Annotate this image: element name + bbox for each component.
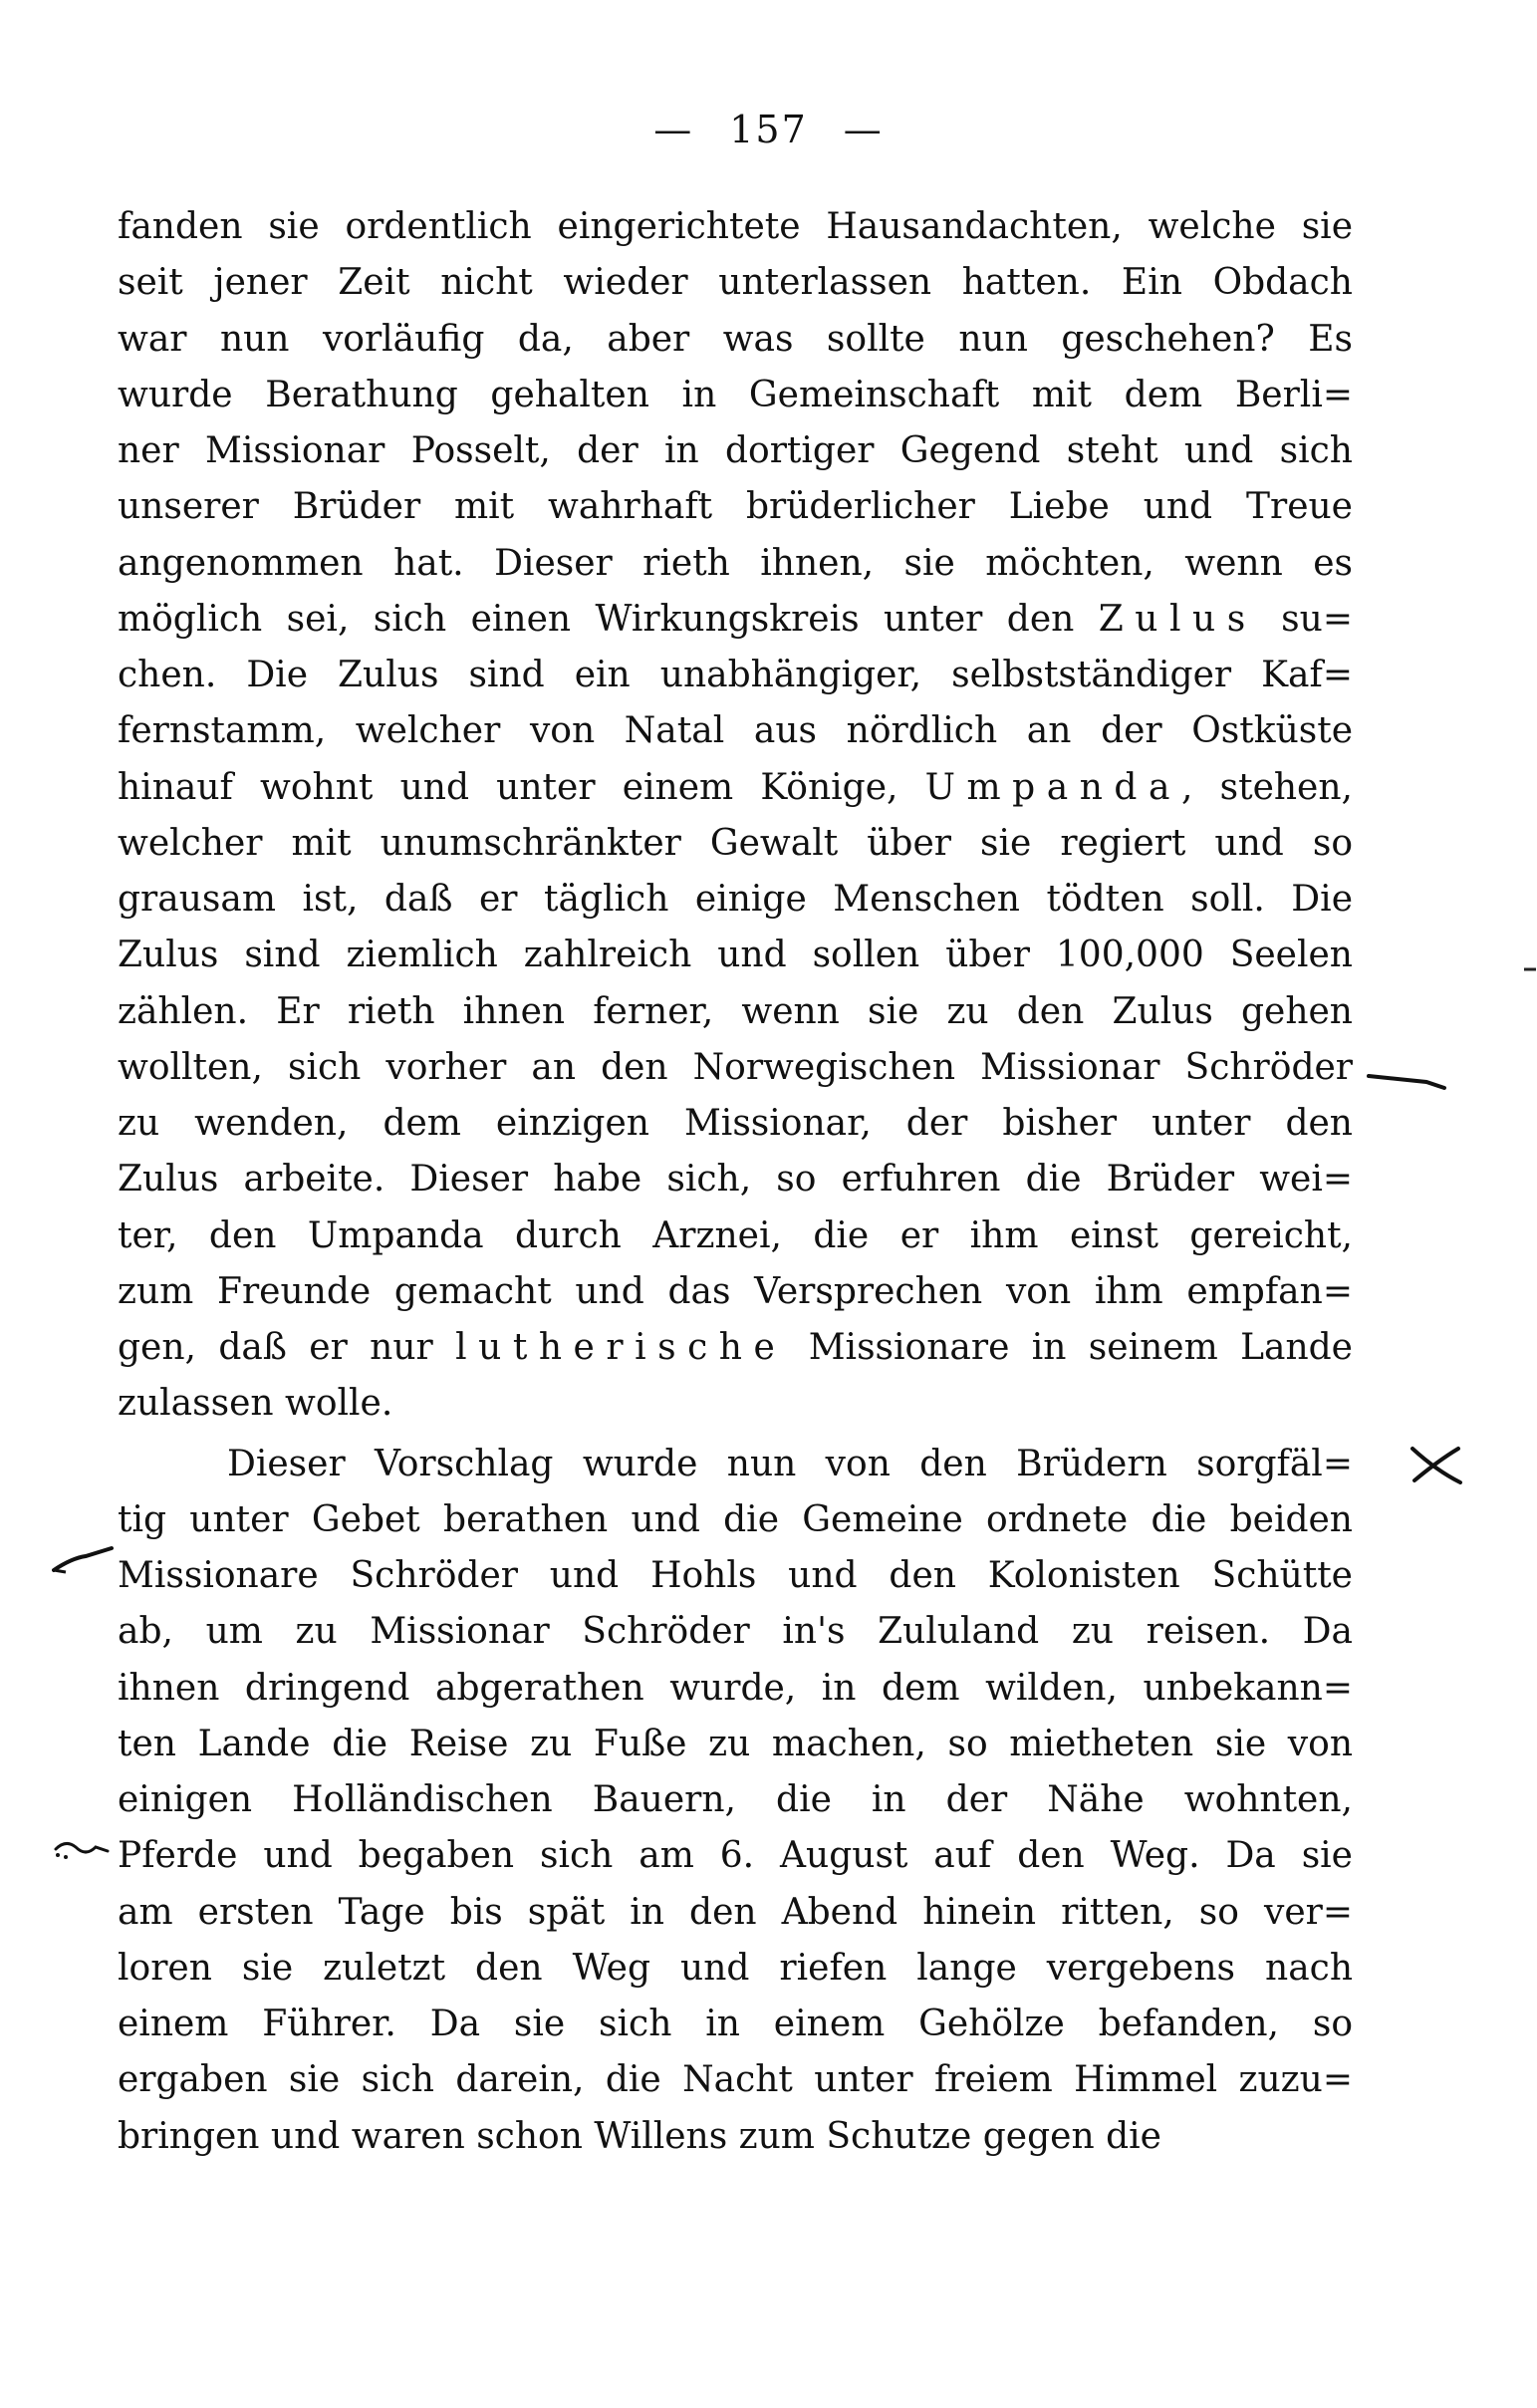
text-line [118, 760, 1353, 816]
spaced-emphasis: Umpanda [924, 766, 1181, 808]
text-line: Zulus arbeite. Dieser habe sich, so erfuhren die Brüder wei= [118, 1159, 1353, 1201]
text-line: zu wenden, dem einzigen Missionar, der bisher unter den [118, 1103, 1353, 1144]
page-number: 157 [729, 108, 808, 151]
text-line: Dieser Vorschlag wurde nun von den Brüdern sorgfäl= [227, 1443, 1353, 1484]
margin-tick-mark [1524, 966, 1537, 972]
text-line: welcher mit unumschränkter Gewalt über sie regiert und so [118, 822, 1353, 864]
text-line: zum Freunde gemacht und das Versprechen von ihm empfan= [118, 1270, 1353, 1312]
spaced-emphasis: lutherische [455, 1327, 787, 1368]
text-line [118, 1320, 1353, 1376]
text-segment: möglich sei, sich einen Wirkungskreis unter den [118, 598, 1099, 640]
text-line: wollten, sich vorher an den Norwegischen Missionar Schröder [118, 1046, 1353, 1088]
text-line: ergaben sie sich darein, die Nacht unter freiem Himmel zuzu= [118, 2059, 1353, 2101]
text-line: wurde Berathung gehalten in Gemeinschaft mit dem Berli= [118, 374, 1353, 415]
header-dash-left: — [653, 108, 694, 151]
text-line: bringen und waren schon Willens zum Schutze gegen die [118, 2115, 1161, 2157]
text-segment: su= [1256, 598, 1353, 640]
text-line: ner Missionar Posselt, der in dortiger Gegend steht und sich [118, 430, 1353, 471]
text-segment: hinauf wohnt und unter einem Könige, [118, 766, 925, 808]
text-line: zählen. Er rieth ihnen ferner, wenn sie zu den Zulus gehen [118, 990, 1353, 1032]
text-line: unserer Brüder mit wahrhaft brüderlicher Liebe und Treue [118, 486, 1353, 528]
text-segment: gen, daß er nur [118, 1327, 456, 1368]
spaced-emphasis: Zulus [1098, 598, 1257, 640]
text-line: Pferde und begaben sich am 6. August auf den Weg. Da sie [118, 1835, 1353, 1877]
text-line: einem Führer. Da sie sich in einem Gehölze befanden, so [118, 2004, 1353, 2044]
text-line: ter, den Umpanda durch Arznei, die er ihm einst gereicht, [118, 1214, 1353, 1256]
text-line: am ersten Tage bis spät in den Abend hinein ritten, so ver= [118, 1891, 1353, 1933]
text-line [118, 592, 1353, 648]
text-segment: Missionare in seinem Lande [786, 1327, 1353, 1368]
header-dash-right: — [843, 108, 884, 151]
text-line: tig unter Gebet berathen und die Gemeine ordnete die beiden [118, 1498, 1353, 1540]
text-line: chen. Die Zulus sind ein unabhängiger, selbstständiger Kaf= [118, 655, 1353, 695]
text-line: ihnen dringend abgerathen wurde, in dem wilden, unbekann= [118, 1667, 1353, 1709]
text-line: grausam ist, daß er täglich einige Menschen tödten soll. Die [118, 879, 1353, 920]
text-line: loren sie zuletzt den Weg und riefen lange vergebens nach [118, 1947, 1353, 1989]
margin-x-mark [1409, 1445, 1464, 1484]
text-line: seit jener Zeit nicht wieder unterlassen hatten. Ein Obdach [118, 262, 1353, 304]
text-line: Zulus sind ziemlich zahlreich und sollen über 100,000 Seelen [118, 935, 1353, 976]
text-segment: , stehen, [1180, 766, 1353, 808]
text-line: war nun vorläufig da, aber was sollte nun geschehen? Es [118, 318, 1353, 360]
text-line: zulassen wolle. [118, 1383, 393, 1425]
text-line: ten Lande die Reise zu Fuße zu machen, so mietheten sie von [118, 1723, 1353, 1764]
text-line: ab, um zu Missionar Schröder in's Zululand zu reisen. Da [118, 1611, 1353, 1653]
body-text [118, 199, 1353, 2165]
text-line: Missionare Schröder und Hohls und den Kolonisten Schütte [118, 1555, 1353, 1596]
text-line: einigen Holländischen Bauern, die in der Nähe wohnten, [118, 1779, 1353, 1820]
margin-dash-mark [1367, 1066, 1446, 1096]
text-line: fanden sie ordentlich eingerichtete Hausandachten, welche sie [118, 206, 1353, 247]
margin-scribble-mark [52, 1835, 110, 1861]
text-line: fernstamm, welcher von Natal aus nördlich an der Ostküste [118, 710, 1353, 752]
text-line: angenommen hat. Dieser rieth ihnen, sie möchten, wenn es [118, 542, 1353, 584]
page-header [0, 108, 1537, 151]
margin-arrow-mark [52, 1542, 114, 1576]
